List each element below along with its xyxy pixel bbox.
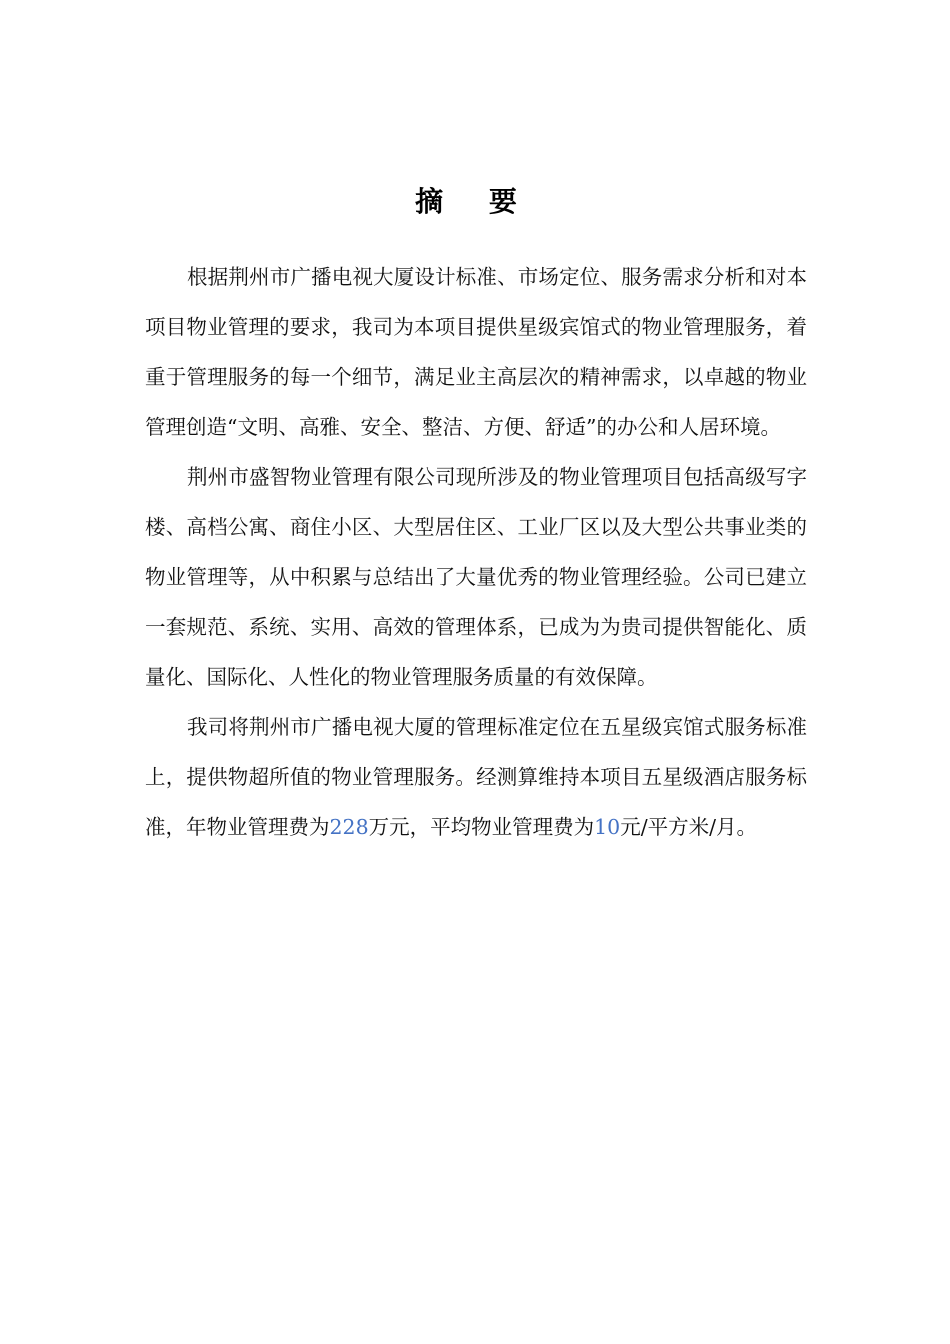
- paragraph-3-text-a: 我司将荆州市广播电视大厦的管理标准定位在五星级宾馆式服务标准上，提供物超所值的物业管理服务。经测算维持本项目五星级酒店服务标准，年物业管理费为: [145, 715, 807, 839]
- paragraph-3-text-b: 万元，平均物业管理费为: [368, 815, 595, 839]
- paragraph-1: 根据荆州市广播电视大厦设计标准、市场定位、服务需求分析和对本项目物业管理的要求，我司为本项目提供星级宾馆式的物业管理服务，着重于管理服务的每一个细节，满足业主高层次的精神需求，以卓越的物业管理创造“文明、高雅、安全、整洁、方便、舒适”的办公和人居环境。: [145, 265, 807, 439]
- paragraph-3-text-c: 元/平方米/月。: [620, 815, 758, 839]
- monthly-fee-value: 10: [594, 815, 621, 839]
- page-title: 摘 要: [415, 185, 535, 218]
- document-body: [145, 252, 807, 852]
- paragraph-3: [145, 702, 807, 852]
- annual-fee-value: 228: [329, 815, 369, 839]
- paragraph-2: 荆州市盛智物业管理有限公司现所涉及的物业管理项目包括高级写字楼、高档公寓、商住小区、大型居住区、工业厂区以及大型公共事业类的物业管理等，从中积累与总结出了大量优秀的物业管理经验。公司已建立一套规范、系统、实用、高效的管理体系，已成为为贵司提供智能化、质量化、国际化、人性化的物业管理服务质量的有效保障。: [145, 465, 807, 689]
